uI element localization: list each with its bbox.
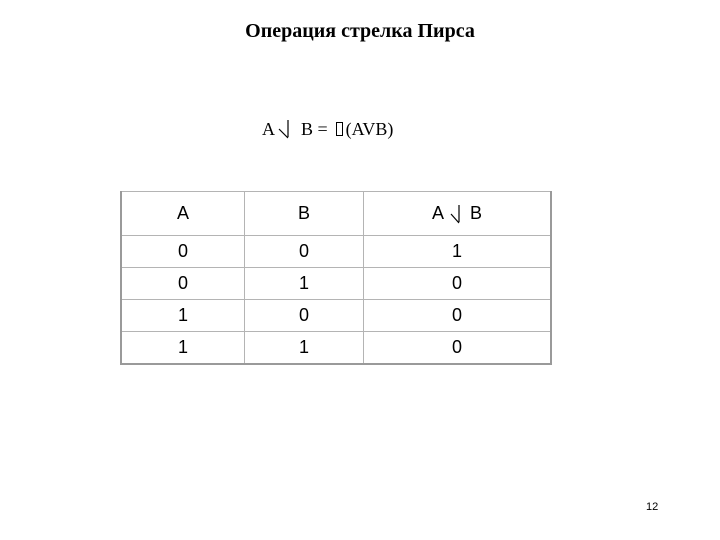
- peirce-arrow-icon: [446, 203, 468, 225]
- cell-b: 1: [245, 268, 364, 300]
- cell-a: 0: [121, 268, 245, 300]
- header-result-right: B: [470, 203, 483, 223]
- missing-glyph-icon: [336, 122, 343, 136]
- table-row: [121, 236, 551, 268]
- cell-result: 0: [364, 300, 552, 332]
- table-row: [121, 268, 551, 300]
- table-row: [121, 332, 551, 365]
- formula-left-operand: A: [262, 118, 275, 139]
- formula-expression: (AVB): [345, 118, 394, 139]
- cell-result: 1: [364, 236, 552, 268]
- slide-title: Операция стрелка Пирса: [245, 20, 475, 42]
- table-row: [121, 300, 551, 332]
- header-result-left: A: [431, 203, 444, 223]
- page-number: 12: [646, 501, 659, 513]
- cell-b: 0: [245, 236, 364, 268]
- cell-a: 1: [121, 300, 245, 332]
- header-result: [364, 192, 552, 236]
- cell-result: 0: [364, 268, 552, 300]
- header-a: A: [121, 192, 245, 236]
- cell-b: 1: [245, 332, 364, 365]
- cell-result: 0: [364, 332, 552, 365]
- peirce-arrow-icon: [275, 118, 301, 140]
- truth-table: [120, 191, 552, 365]
- cell-a: 1: [121, 332, 245, 365]
- table-header-row: [121, 192, 551, 236]
- header-b: B: [245, 192, 364, 236]
- peirce-formula: [262, 118, 393, 140]
- formula-right-operand: B =: [301, 118, 328, 139]
- cell-b: 0: [245, 300, 364, 332]
- cell-a: 0: [121, 236, 245, 268]
